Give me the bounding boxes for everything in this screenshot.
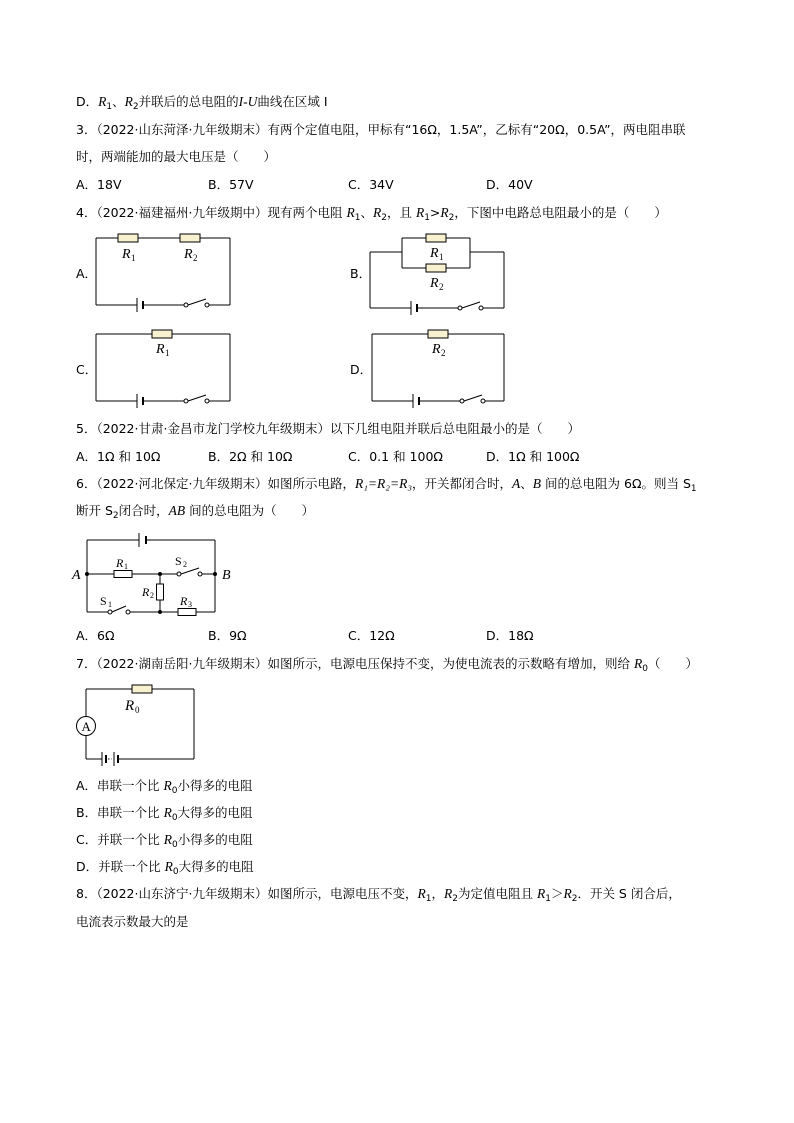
svg-text:2: 2 (183, 560, 187, 569)
q4a-r1-label: R (122, 247, 131, 262)
q7-option-c: C．并联一个比 $R_0$小得多的电阻 (76, 832, 253, 850)
q6-s2-label: S (175, 554, 182, 568)
q6-r3-label: R (180, 594, 188, 608)
q7-option-d: D．并联一个比 $R_0$大得多的电阻 (76, 859, 254, 877)
q4-circuit-d (372, 328, 512, 408)
svg-text:2: 2 (193, 253, 198, 263)
q3-stem-line2: 时，两端能加的最大电压是（ ） (76, 149, 277, 164)
q4-circuit-b (370, 232, 510, 312)
q5-option-c: C．0.1 和 100Ω (348, 449, 443, 464)
q6-node-b: B (222, 568, 231, 583)
q6-option-c: C．12Ω (348, 628, 395, 643)
q6-stem-line1: 6．（2022·河北保定·九年级期末）如图所示电路，R₁=R₂=R₃，开关都闭合时，A、B 间的总电阻为 6Ω。则当 $S_1$ (76, 476, 697, 494)
q4c-r1-label: R (156, 342, 165, 357)
q4b-r2-label: R (430, 276, 439, 291)
svg-text:1: 1 (439, 252, 444, 262)
q6-r2-label: R (142, 585, 150, 599)
q4-label-a: A． (76, 266, 98, 281)
q4-circuit-a (96, 232, 236, 312)
q4-label-d: D． (350, 362, 373, 377)
q7-option-b: B．串联一个比 $R_0$大得多的电阻 (76, 805, 253, 823)
q7-r0-label: R (125, 698, 135, 714)
svg-text:1: 1 (108, 600, 112, 609)
q5-stem: 5．（2022·甘肃·金昌市龙门学校九年级期末）以下几组电阻并联后总电阻最小的是（ ） (76, 421, 580, 436)
q3-option-d: D．40V (486, 177, 533, 192)
q2-option-d: D．$R_1$、$R_2$并联后的总电阻的I-U曲线在区域 Ⅰ (76, 94, 328, 112)
q3-option-b: B．57V (208, 177, 254, 192)
q6-node-a: A (72, 568, 81, 583)
q5-option-b: B．2Ω 和 10Ω (208, 449, 293, 464)
svg-text:2: 2 (150, 591, 154, 600)
q5-option-d: D．1Ω 和 100Ω (486, 449, 580, 464)
q6-option-b: B．9Ω (208, 628, 247, 643)
q4-stem: 4．（2022·福建福州·九年级期中）现有两个电阻 $R_1$、$R_2$，且 $R_1>R_2$，下图中电路总电阻最小的是（ ） (76, 205, 667, 223)
q6-r1-label: R (116, 556, 124, 570)
q5-option-a: A．1Ω 和 10Ω (76, 449, 161, 464)
svg-text:2: 2 (441, 348, 446, 358)
svg-text:3: 3 (188, 600, 192, 609)
q8-stem-line2: 电流表示数最大的是 (76, 914, 189, 929)
q7-ammeter-label: A (81, 719, 91, 734)
svg-text:1: 1 (165, 348, 170, 358)
q4-circuit-c (96, 328, 236, 408)
q6-option-a: A．6Ω (76, 628, 115, 643)
q4-label-b: B． (350, 266, 372, 281)
q6-s1-label: S (100, 594, 107, 608)
q4-label-c: C． (76, 362, 98, 377)
q6-stem-line2: 断开 $S_2$闭合时，AB 间的总电阻为（ ） (76, 503, 315, 521)
q7-circuit (76, 684, 206, 764)
q6-option-d: D．18Ω (486, 628, 534, 643)
q4b-r1-label: R (430, 246, 439, 261)
q7-stem: 7．（2022·湖南岳阳·九年级期末）如图所示，电源电压保持不变，为使电流表的示数略有增加，则给 $R_0$（ ） (76, 656, 698, 674)
q4d-r2-label: R (432, 342, 441, 357)
q3-stem-line1: 3．（2022·山东菏泽·九年级期末）有两个定值电阻，甲标有“16Ω，1.5A”，乙标有“20Ω，0.5A”，两电阻串联 (76, 122, 686, 137)
q6-circuit (72, 532, 242, 616)
svg-text:1: 1 (124, 562, 128, 571)
q3-option-a: A．18V (76, 177, 122, 192)
q7-option-a: A．串联一个比 $R_0$小得多的电阻 (76, 778, 253, 796)
q8-stem-line1: 8．（2022·山东济宁·九年级期末）如图所示，电源电压不变，$R_1$，$R_2$为定值电阻且 $R_1>R_2$．开关 S 闭合后， (76, 886, 681, 904)
svg-text:0: 0 (135, 705, 140, 715)
svg-text:2: 2 (439, 282, 444, 292)
svg-text:1: 1 (131, 253, 136, 263)
q4a-r2-label: R (184, 247, 193, 262)
q3-option-c: C．34V (348, 177, 394, 192)
